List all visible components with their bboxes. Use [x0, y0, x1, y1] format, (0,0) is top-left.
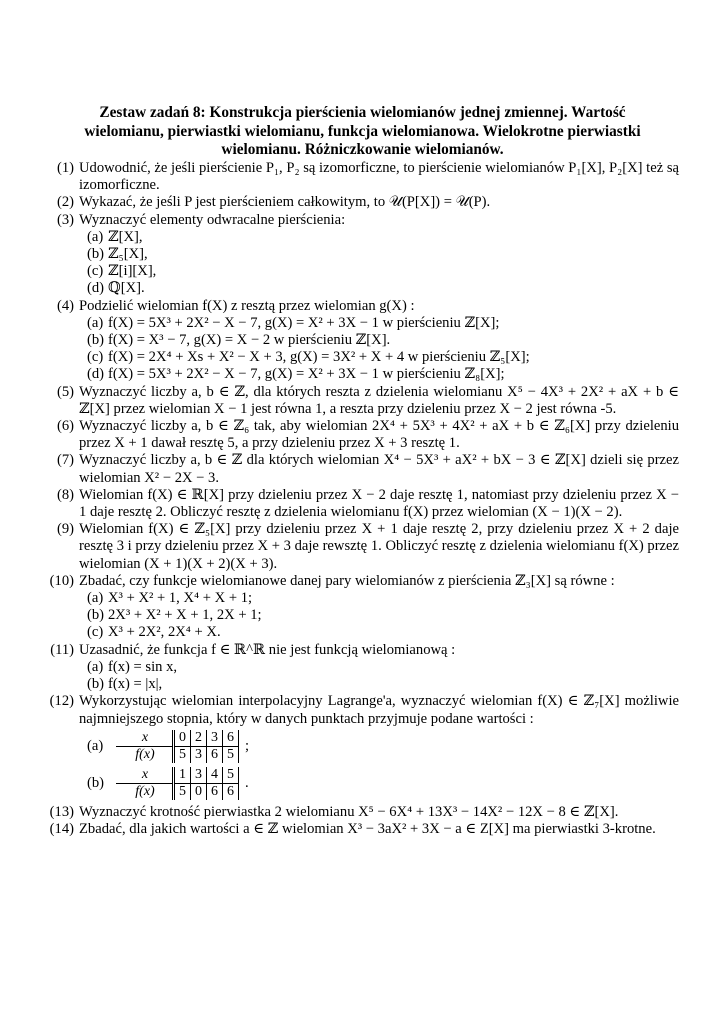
problem-number: (7) [56, 452, 74, 469]
sub-item-text: f(X) = 2X⁴ + Xs + X² − X + 3, g(X) = 3X² + X + 4 w pierścieniu ℤ₅[X]; [108, 349, 530, 366]
value-table-block [87, 730, 679, 763]
sub-item-text: f(X) = 5X³ + 2X² − X − 7, g(X) = X² + 3X − 1 w pierścieniu ℤ₈[X]; [108, 366, 505, 383]
problem-item [0, 573, 679, 642]
problem-text: Wyznaczyć liczby a, b ∈ ℤ₆ tak, aby wielomian 2X⁴ + 5X³ + 4X² + aX + b ∈ ℤ₆[X] przy dzieleniu przez X + 1 dawał resztę 5, a przy dzieleniu przez X + 3 resztę 1. [79, 418, 679, 452]
sub-item [79, 676, 679, 693]
sub-item [79, 366, 679, 383]
sub-item-text: f(x) = |x|, [108, 676, 163, 693]
problem-text: Wyznaczyć liczby a, b ∈ ℤ dla których wielomian X⁴ − 5X³ + aX² + bX − 3 ∈ ℤ[X] dzieli się przez wielomian X² − 2X − 3. [79, 452, 679, 486]
sub-item-label: (d) [87, 366, 105, 383]
problem-text: Podzielić wielomian f(X) z resztą przez wielomian g(X) : [79, 297, 415, 314]
value-table-block [87, 767, 679, 800]
problem-item [0, 418, 679, 452]
problem-text: Udowodnić, że jeśli pierścienie P₁, P₂ są izomorficzne, to pierścienie wielomianów P₁[X], P₂[X] też są izomorficzne. [79, 160, 679, 194]
problem-text: Zbadać, czy funkcje wielomianowe danej pary wielomianów z pierścienia ℤ₃[X] są równe : [79, 572, 615, 589]
sub-item-label: (c) [87, 263, 104, 280]
problem-list [0, 160, 725, 838]
sub-item [79, 315, 679, 332]
sub-item-label: (a) [87, 658, 104, 675]
table-cell: 5 [174, 746, 191, 763]
problem-item [0, 693, 679, 799]
sub-item-text: ℤ₅[X], [108, 246, 148, 263]
table-row [116, 783, 239, 800]
sub-item-text: 2X³ + X² + X + 1, 2X + 1; [108, 607, 262, 624]
table-header-cell: x [116, 767, 174, 784]
sub-item [79, 659, 679, 676]
table-cell: 5 [174, 783, 191, 800]
title-line-2: wielomianu, pierwiastki wielomianu, funkcja wielomianowa. Wielokrotne pierwiastki [84, 122, 641, 140]
problem-item [0, 298, 679, 384]
problem-number: (2) [56, 194, 74, 211]
table-punctuation: ; [245, 737, 250, 754]
table-row [116, 767, 239, 784]
table-cell: 4 [207, 767, 223, 784]
title-line-1: Zestaw zadań 8: Konstrukcja pierścienia wielomianów jednej zmiennej. Wartość [99, 104, 626, 121]
sub-item-label: (b) [87, 246, 105, 263]
table-cell: 5 [223, 746, 239, 763]
problem-item [0, 384, 679, 418]
problem-number: (3) [56, 211, 74, 228]
table-row [116, 746, 239, 763]
problem-number: (1) [56, 160, 74, 176]
sub-item [79, 332, 679, 349]
sub-item-label: (d) [87, 280, 105, 297]
sub-item-label: (a) [87, 228, 104, 245]
table-cell: 6 [223, 730, 239, 747]
problem-number: (10) [49, 572, 74, 589]
problem-text: Zbadać, dla jakich wartości a ∈ ℤ wielomian X³ − 3aX² + 3X − a ∈ Z[X] ma pierwiastki 3-krotne. [79, 820, 656, 837]
problem-text: Wykorzystując wielomian interpolacyjny Lagrange'a, wyznaczyć wielomian f(X) ∈ ℤ₇[X] możliwie najmniejszego stopnia, który w danych punktach przyjmuje podane wartości : [79, 693, 679, 727]
problem-number: (6) [56, 418, 74, 435]
problem-number: (4) [56, 297, 74, 314]
sub-item [79, 624, 679, 641]
sub-item [79, 349, 679, 366]
problem-number: (11) [50, 641, 74, 658]
sub-item-label: (b) [87, 676, 105, 693]
problem-number: (8) [56, 486, 74, 503]
page-title [40, 104, 685, 160]
problem-text: Uzasadnić, że funkcja f ∈ ℝ^ℝ nie jest funkcją wielomianową : [79, 641, 456, 658]
problem-item [0, 487, 679, 521]
table-header-cell: x [116, 730, 174, 747]
table-cell: 3 [191, 746, 207, 763]
problem-item [0, 521, 679, 573]
sub-item [79, 590, 679, 607]
table-header-cell: f(x) [116, 783, 174, 800]
problem-text: Wyznaczyć elementy odwracalne pierścienia: [79, 211, 346, 228]
problem-item [0, 212, 679, 298]
sub-item [79, 229, 679, 246]
sub-item-text: ℤ[i][X], [108, 263, 157, 280]
table-cell: 1 [174, 767, 191, 784]
sub-item-label: (a) [87, 590, 104, 607]
table-cell: 0 [191, 783, 207, 800]
problem-text: Wykazać, że jeśli P jest pierścieniem całkowitym, to 𝒰(P[X]) = 𝒰(P). [79, 194, 491, 211]
table-cell: 6 [207, 746, 223, 763]
table-cell: 0 [174, 730, 191, 747]
value-table [116, 767, 239, 800]
table-cell: 6 [223, 783, 239, 800]
problem-item [0, 804, 679, 821]
sub-item [79, 280, 679, 297]
problem-item [0, 194, 679, 211]
sub-item-text: X³ + X² + 1, X⁴ + X + 1; [108, 590, 253, 607]
sub-item-text: f(x) = sin x, [108, 658, 178, 675]
sub-item-text: f(X) = 5X³ + 2X² − X − 7, g(X) = X² + 3X − 1 w pierścieniu ℤ[X]; [108, 314, 500, 331]
problem-text: Wyznaczyć liczby a, b ∈ ℤ, dla których reszta z dzielenia wielomianu X⁵ − 4X³ + 2X² + aX + b ∈ ℤ[X] przez wielomian X − 1 jest równa 1, a reszta przy dzieleniu przez X − 2 jest równa -5. [79, 383, 679, 417]
sub-item [79, 263, 679, 280]
problem-text: Wielomian f(X) ∈ ℝ[X] przy dzieleniu przez X − 2 daje resztę 1, natomiast przy dzieleniu przez X − 1 daje resztę 2. Obliczyć resztę z dzielenia wielomianu f(X) przez wielomian (X − 1)(X − 2). [79, 486, 679, 521]
sub-item-label: (a) [87, 314, 104, 331]
table-cell: 2 [191, 730, 207, 747]
sub-item-label: (b) [87, 607, 105, 624]
title-line-3: wielomianu. Różniczkowanie wielomianów. [221, 141, 504, 158]
table-cell: 3 [191, 767, 207, 784]
problem-item [0, 160, 679, 194]
problem-item [0, 821, 679, 838]
table-row [116, 730, 239, 747]
problem-number: (9) [56, 521, 74, 538]
sub-item-text: f(X) = X³ − 7, g(X) = X − 2 w pierścieniu ℤ[X]. [108, 332, 391, 349]
problem-number: (12) [49, 693, 74, 710]
problem-item [0, 642, 679, 694]
sub-item-label: (a) [87, 737, 104, 754]
sub-item-text: X³ + 2X², 2X⁴ + X. [108, 624, 221, 641]
value-table [116, 730, 239, 763]
sub-item-text: ℤ[X], [108, 228, 143, 245]
problem-number: (14) [49, 820, 74, 837]
sub-item-label: (b) [87, 332, 105, 349]
table-cell: 3 [207, 730, 223, 747]
table-cell: 5 [223, 767, 239, 784]
sub-item [79, 246, 679, 263]
problem-text: Wielomian f(X) ∈ ℤ₅[X] przy dzieleniu przez X + 1 daje resztę 2, przy dzieleniu przez X + 2 daje resztę 3 i przy dzieleniu przez X + 3 daje rewsztę 1. Obliczyć resztę z dzielenia wielomianu f(X) przez wielomian (X + 1)(X + 2)(X + 3). [79, 521, 679, 572]
problem-number: (13) [49, 803, 74, 820]
sub-item-text: ℚ[X]. [108, 280, 145, 297]
table-header-cell: f(x) [116, 746, 174, 763]
sub-item-label: (c) [87, 624, 104, 641]
problem-number: (5) [56, 383, 74, 400]
problem-text: Wyznaczyć krotność pierwiastka 2 wielomianu X⁵ − 6X⁴ + 13X³ − 14X² − 12X − 8 ∈ ℤ[X]. [79, 803, 619, 820]
sub-item-label: (b) [87, 774, 105, 791]
problem-item [0, 452, 679, 486]
table-punctuation: . [245, 774, 249, 791]
table-cell: 6 [207, 783, 223, 800]
sub-item [79, 607, 679, 624]
sub-item-label: (c) [87, 349, 104, 366]
